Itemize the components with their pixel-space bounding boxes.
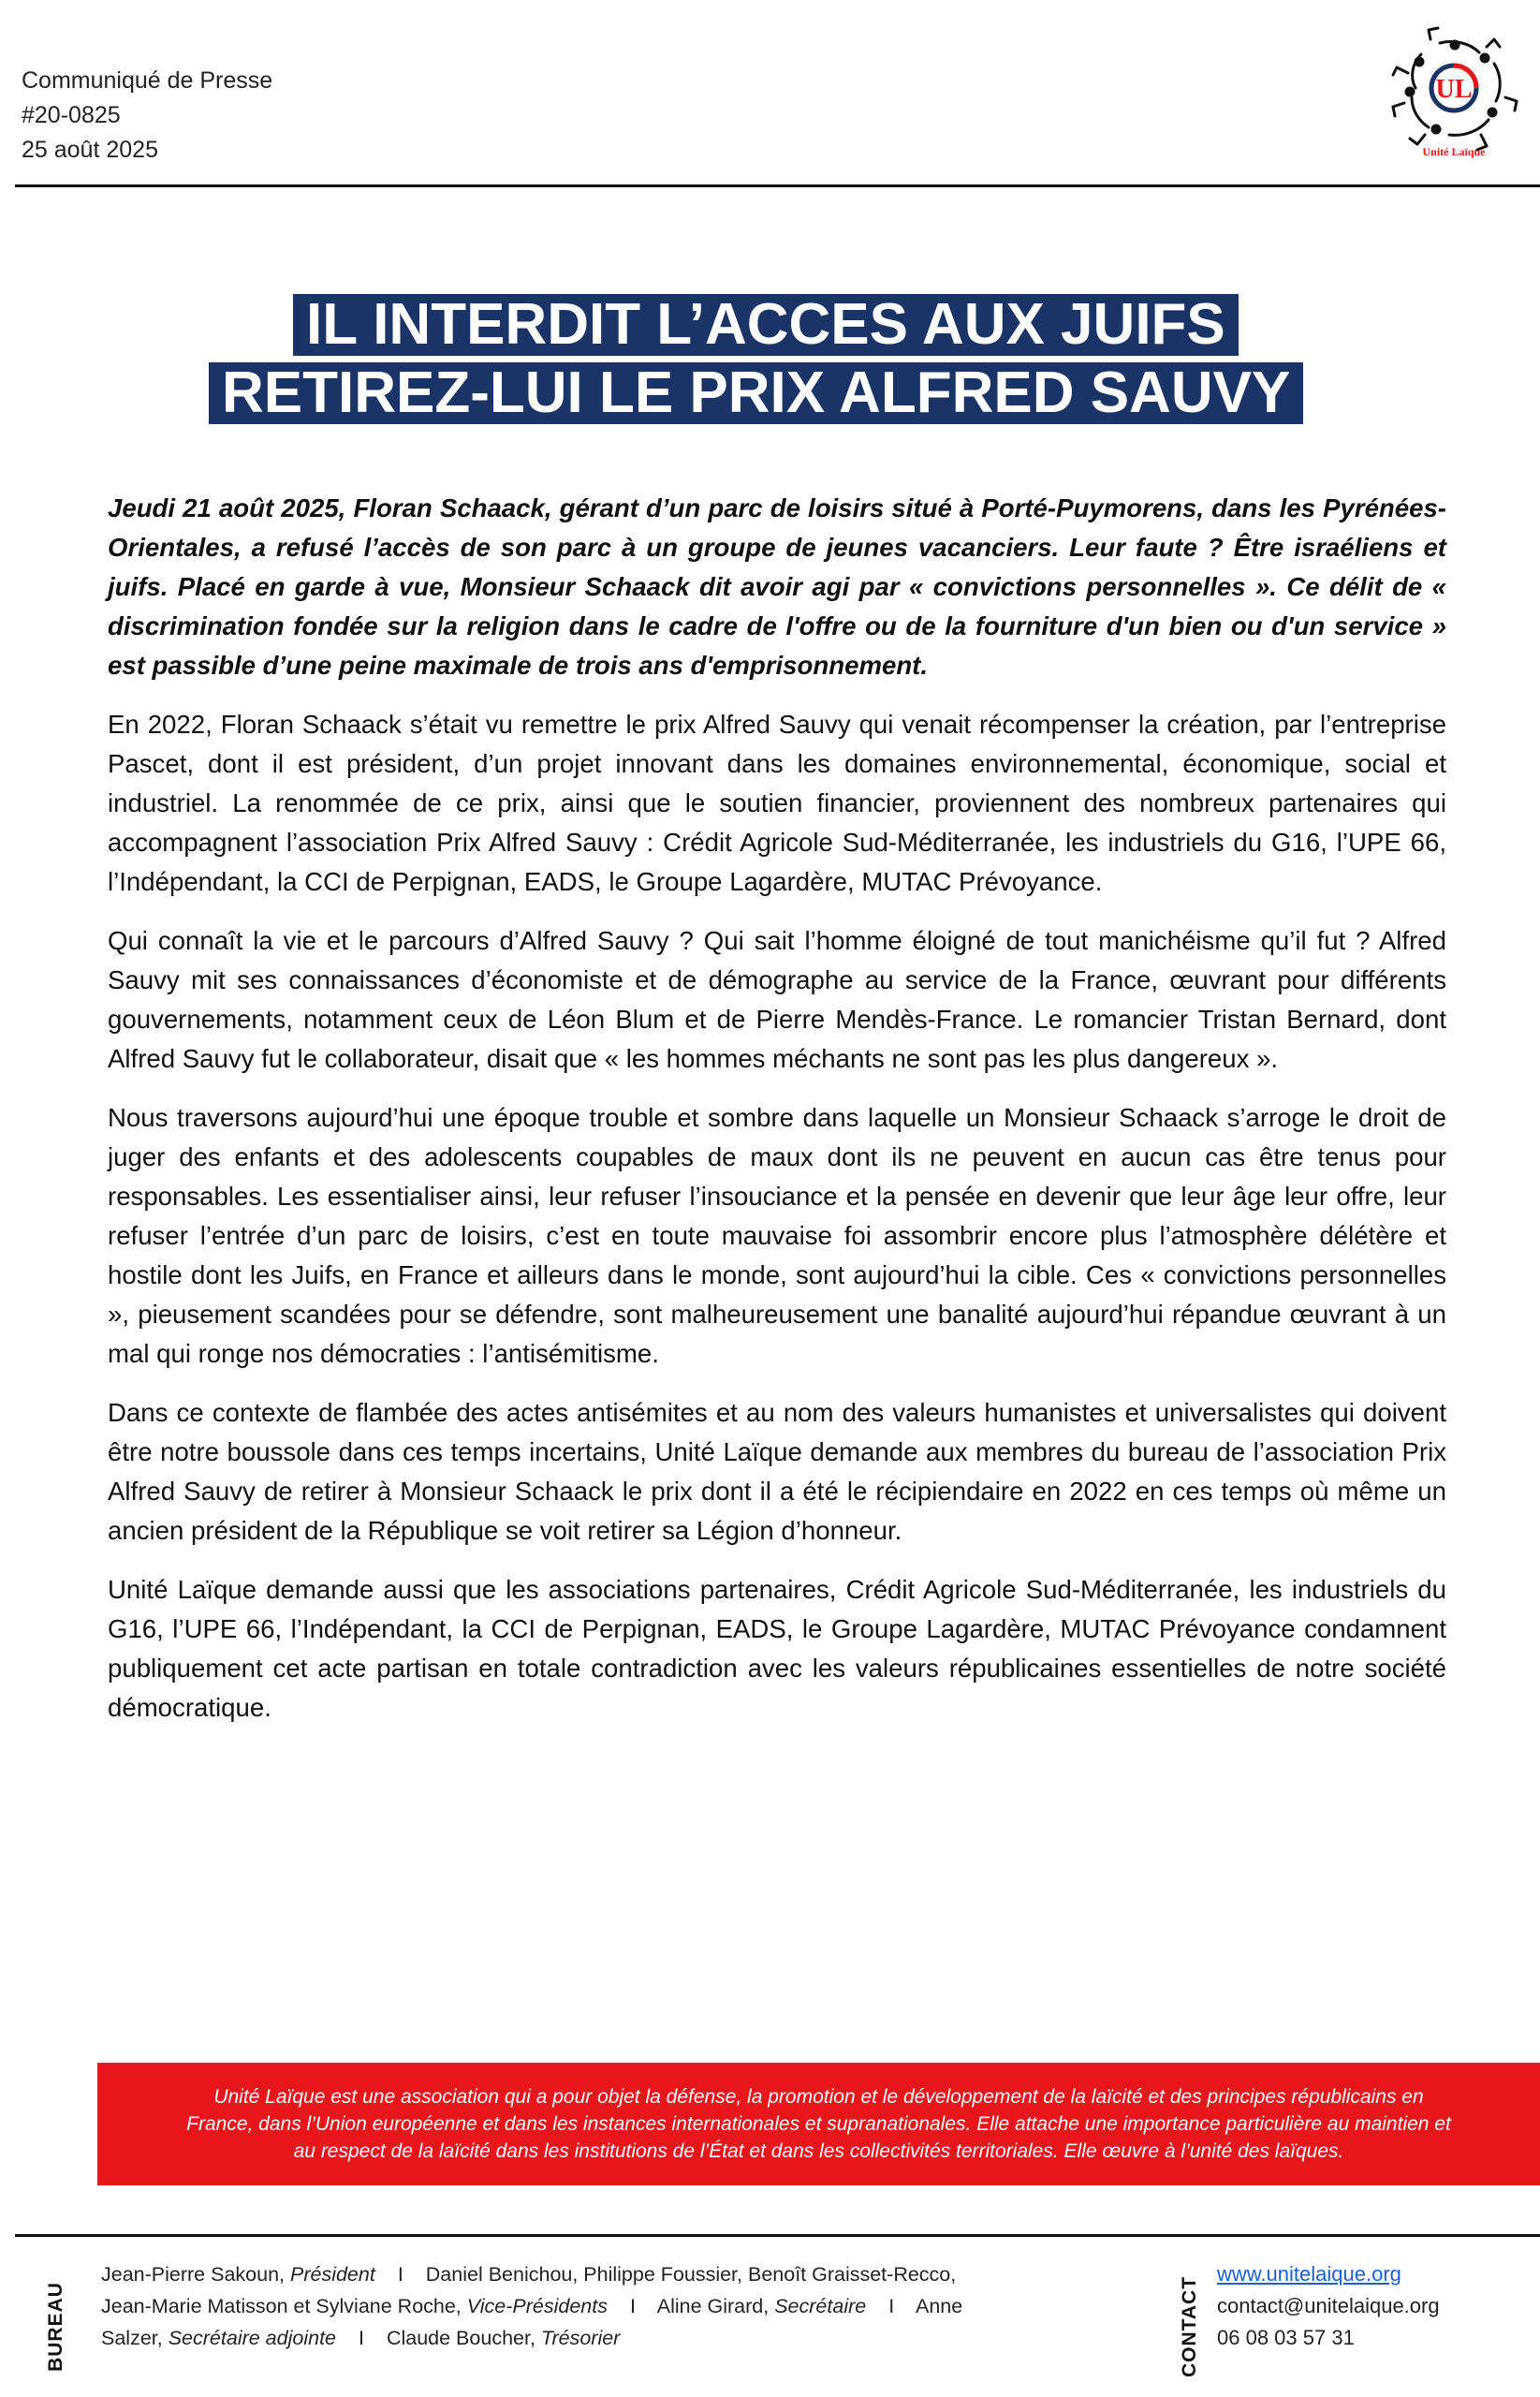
footer-divider <box>15 2234 1540 2237</box>
header-divider <box>15 184 1540 187</box>
headline-line-1: IL INTERDIT L’ACCES AUX JUIFS <box>293 294 1239 356</box>
vice-presidents-role: Vice-Présidents <box>466 2295 608 2317</box>
separator: I <box>358 2327 364 2349</box>
separator: I <box>888 2295 895 2317</box>
deputy-secretary-name: Anne Salzer, <box>101 2295 963 2349</box>
treasurer-role: Trésorier <box>540 2327 621 2349</box>
contact-phone: 06 08 03 57 31 <box>1217 2326 1355 2349</box>
separator: I <box>629 2295 636 2317</box>
website-link[interactable]: www.unitelaique.org <box>1217 2262 1401 2286</box>
paragraph-4: Nous traversons aujourd’hui une époque trouble et sombre dans laquelle un Monsieur Schaack s’arroge le droit de juger des enfants et des adolescents coupables de maux dont ils ne peuvent en aucun cas être tenus pour responsables. Les essentialiser ainsi, leur refuser l’insouciance et la pensée en devenir que leur âge leur offre, leur refuser l’entrée d’un parc de loisirs, c’est en toute mauvaise foi assombrir encore plus l’atmosphère délétère et hostile dont les Juifs, en France et ailleurs dans le monde, sont aujourd’hui la cible. Ces « convictions personnelles », pieusement scandées pour se défendre, sont malheureusement une banalité aujourd’hui répandue œuvrant à un mal qui ronge nos démocraties : l’antisémitisme. <box>108 1103 1446 1368</box>
logo-text: Unité Laïque <box>1422 145 1486 158</box>
document-number: #20-0825 <box>22 102 121 128</box>
president-role: Président <box>289 2263 375 2286</box>
treasurer-name: Claude Boucher, <box>386 2327 535 2349</box>
vice-presidents-names: Daniel Benichou, Philippe Foussier, Benoît Graisset-Recco, Jean-Marie Matisson et Sylviane Roche, <box>101 2263 957 2317</box>
mission-statement-box <box>97 2063 1540 2185</box>
deputy-secretary-role: Secrétaire adjointe <box>168 2327 336 2349</box>
document-header <box>22 64 272 168</box>
separator: I <box>397 2263 403 2286</box>
bureau-members <box>101 2258 1000 2354</box>
contact-info <box>1217 2258 1535 2354</box>
secretary-name: Aline Girard, <box>656 2295 770 2317</box>
unite-laique-logo <box>1384 26 1524 167</box>
contact-label: CONTACT <box>1179 2275 1200 2378</box>
mission-statement: Unité Laïque est une association qui a pour objet la défense, la promotion et le développement de la laïcité et des principes républicains en France, dans l’Union européenne et dans les instances internationales et supranationales. Elle attache une importance particulière au maintien et au respect de la laïcité dans les institutions de l’État et dans les collectivités territoriales. Elle œuvre à l’unité des laïques. <box>186 2086 1451 2162</box>
document-date: 25 août 2025 <box>22 137 158 163</box>
article-body <box>108 489 1446 1747</box>
paragraph-2: En 2022, Floran Schaack s’était vu remettre le prix Alfred Sauvy qui venait récompenser la création, par l’entreprise Pascet, dont il est président, d’un projet innovant dans les domaines environnemental, économique, social et industriel. La renommée de ce prix, ainsi que le soutien financier, proviennent des nombreux partenaires qui accompagnent l’association Prix Alfred Sauvy : Crédit Agricole Sud-Méditerranée, les industriels du G16, l’UPE 66, l’Indépendant, la CCI de Perpignan, EADS, le Groupe Lagardère, MUTAC Prévoyance. <box>108 710 1446 896</box>
paragraph-3: Qui connaît la vie et le parcours d’Alfred Sauvy ? Qui sait l’homme éloigné de tout manichéisme qu’il fut ? Alfred Sauvy mit ses connaissances d’économiste et de démographe au service de la France, œuvrant pour différents gouvernements, notamment ceux de Léon Blum et de Pierre Mendès-France. Le romancier Tristan Bernard, dont Alfred Sauvy fut le collaborateur, disait que « les hommes méchants ne sont pas les plus dangereux ». <box>108 926 1446 1073</box>
lead-paragraph: Jeudi 21 août 2025, Floran Schaack, gérant d’un parc de loisirs situé à Porté-Puymorens, dans les Pyrénées-Orientales, a refusé l’accès de son parc à un groupe de jeunes vacanciers. Leur faute ? Être israéliens et juifs. Placé en garde à vue, Monsieur Schaack dit avoir agi par « convictions personnelles ». Ce délit de « discrimination fondée sur la religion dans le cadre de l'offre ou de la fourniture d'un bien ou d'un service » est passible d’une peine maximale de trois ans d'emprisonnement. <box>108 493 1446 680</box>
document-type: Communiqué de Presse <box>22 67 273 94</box>
logo-initials: UL <box>1435 75 1473 104</box>
bureau-label: BUREAU <box>45 2282 66 2372</box>
secretary-role: Secrétaire <box>774 2295 867 2317</box>
paragraph-6: Unité Laïque demande aussi que les associations partenaires, Crédit Agricole Sud-Méditerranée, les industriels du G16, l’UPE 66, l’Indépendant, la CCI de Perpignan, EADS, le Groupe Lagardère, MUTAC Prévoyance condamnent publiquement cet acte partisan en totale contradiction avec les valeurs républicaines essentielles de notre société démocratique. <box>108 1575 1446 1722</box>
contact-email[interactable]: contact@unitelaique.org <box>1217 2294 1440 2317</box>
headline-line-2: RETIREZ-LUI LE PRIX ALFRED SAUVY <box>209 362 1303 424</box>
president-name: Jean-Pierre Sakoun, <box>101 2263 285 2286</box>
paragraph-5: Dans ce contexte de flambée des actes antisémites et au nom des valeurs humanistes et universalistes qui doivent être notre boussole dans ces temps incertains, Unité Laïque demande aux membres du bureau de l’association Prix Alfred Sauvy de retirer à Monsieur Schaack le prix dont il a été le récipiendaire en 2022 en ces temps où même un ancien président de la République se voit retirer sa Légion d’honneur. <box>108 1398 1446 1545</box>
